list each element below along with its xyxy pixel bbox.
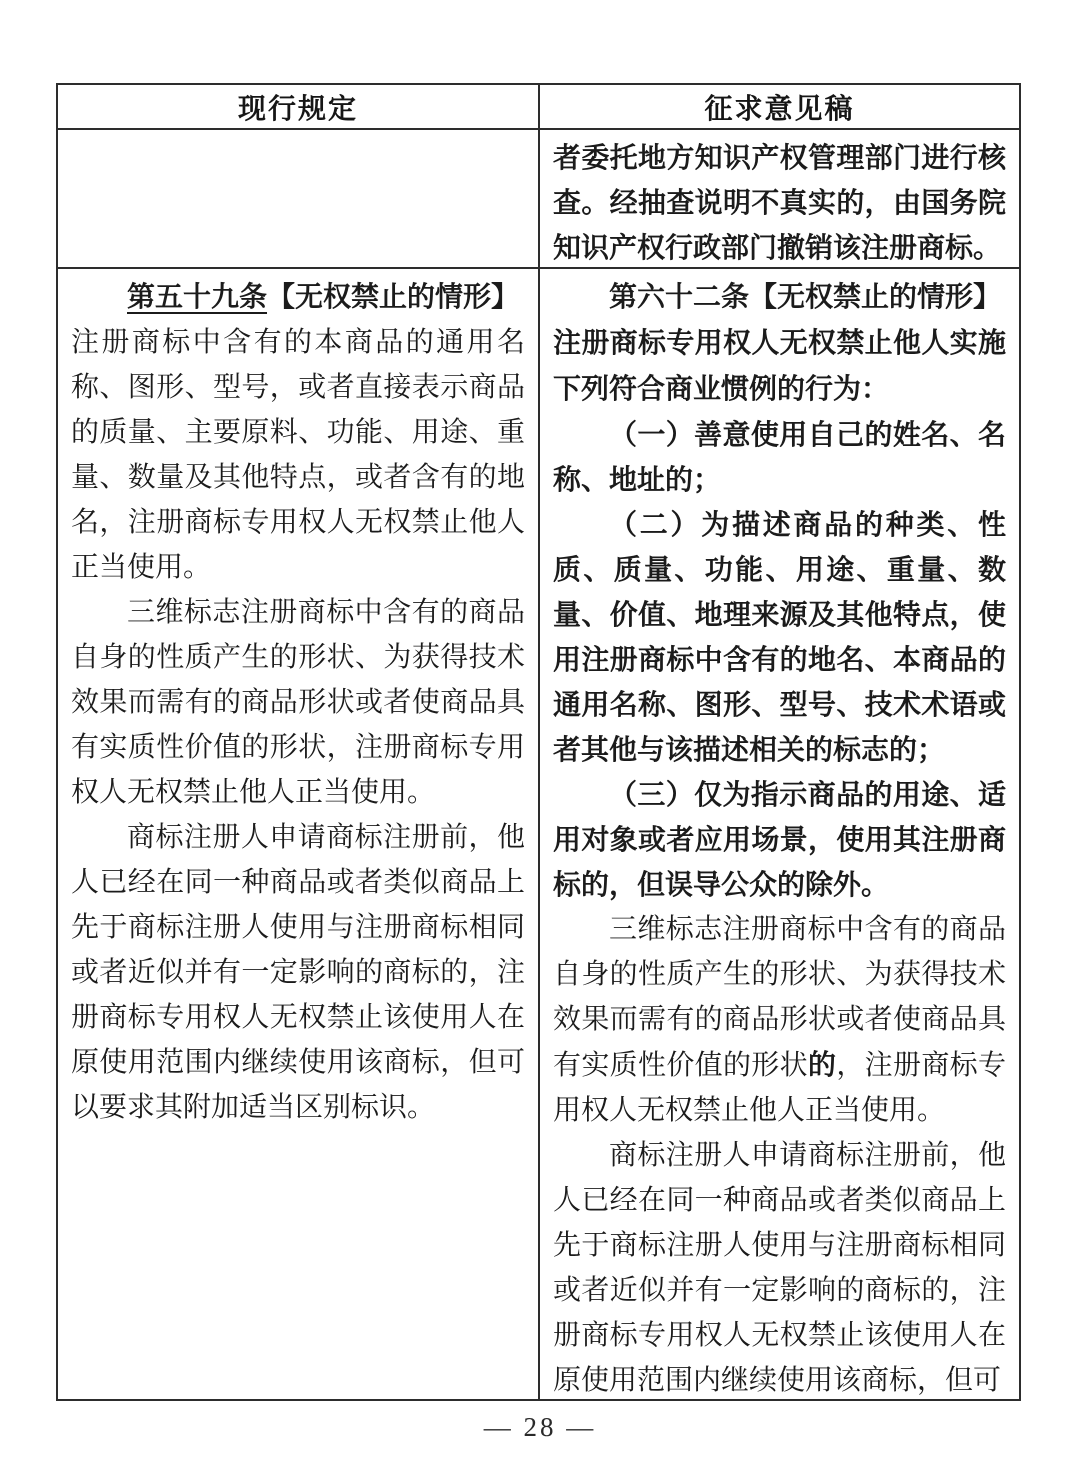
article-59-number: 第五十九条 — [127, 281, 268, 312]
article-62-3d-bold-de: 的 — [807, 1049, 837, 1080]
article-62-item-3: （三）仅为指示商品的用途、适用对象或者应用场景，使用其注册商标的，但误导公众的除外。 — [553, 779, 1006, 900]
article-62-3d-text-post: ，注册商标专用权人无权禁止他人正当使用。 — [553, 1050, 1006, 1126]
cell-draft-article-62 — [540, 269, 1019, 1399]
article-62-item-1: （一）善意使用自己的姓名、名称、地址的； — [553, 419, 1006, 495]
header-draft-for-comments: 征求意见稿 — [704, 92, 855, 124]
comparison-table — [56, 83, 1021, 1401]
table-row-continuation — [58, 130, 1019, 269]
page-number: — 28 — — [483, 1412, 597, 1442]
article-62-3d-text-pre: 三维标志注册商标中含有的商品自身的性质产生的形状、为获得技术效果而需有的商品形状或者使商品具有实质性价值的形状 — [553, 914, 1006, 1081]
cell-draft-continuation — [540, 130, 1019, 267]
article-62-paragraph-prior-use: 商标注册人申请商标注册前，他人已经在同一种商品或者类似商品上先于商标注册人使用与注册商标相同或者近似并有一定影响的商标的，注册商标专用权人无权禁止该使用人在原使用范围内继续使用该商标，但可 — [553, 1140, 1006, 1396]
draft-continuation-text: 者委托地方知识产权管理部门进行核查。经抽查说明不真实的，由国务院知识产权行政部门撤销该注册商标。 — [553, 142, 1006, 263]
article-59-paragraph-1: 注册商标中含有的本商品的通用名称、图形、型号，或者直接表示商品的质量、主要原料、功能、用途、重量、数量及其他特点，或者含有的地名，注册商标专用权人无权禁止他人正当使用。 — [71, 282, 534, 583]
cell-current-continuation-empty — [58, 130, 540, 267]
article-59-title-bracket: 【无权禁止的情形】 — [267, 281, 506, 312]
article-62-heading-paragraph — [553, 274, 1016, 412]
header-current-regulation: 现行规定 — [58, 85, 540, 128]
article-62-title-bracket: 【无权禁止的情形】 — [749, 281, 988, 312]
table-row-articles — [58, 269, 1019, 1399]
article-62-paragraph-3d — [553, 907, 1006, 1133]
table-header-row — [58, 85, 1019, 130]
article-59-paragraph-3: 商标注册人申请商标注册前，他人已经在同一种商品或者类似商品上先于商标注册人使用与注册商标相同或者近似并有一定影响的商标的，注册商标专用权人无权禁止该使用人在原使用范围内继续使用该商标，但可以要求其附加适当区别标识。 — [71, 822, 525, 1123]
cell-current-article-59 — [58, 269, 540, 1399]
article-59-heading-paragraph — [71, 274, 534, 590]
article-62-paragraph-1: 注册商标专用权人无权禁止他人实施下列符合商业惯例的行为： — [553, 281, 1016, 404]
article-62-number: 第六十二条 — [609, 281, 750, 312]
article-62-item-2: （二）为描述商品的种类、性质、质量、功能、用途、重量、数量、价值、地理来源及其他特点，使用注册商标中含有的地名、本商品的通用名称、图形、型号、技术术语或者其他与该描述相关的标志的； — [553, 509, 1006, 765]
article-59-paragraph-2: 三维标志注册商标中含有的商品自身的性质产生的形状、为获得技术效果而需有的商品形状或者使商品具有实质性价值的形状，注册商标专用权人无权禁止他人正当使用。 — [71, 597, 525, 808]
